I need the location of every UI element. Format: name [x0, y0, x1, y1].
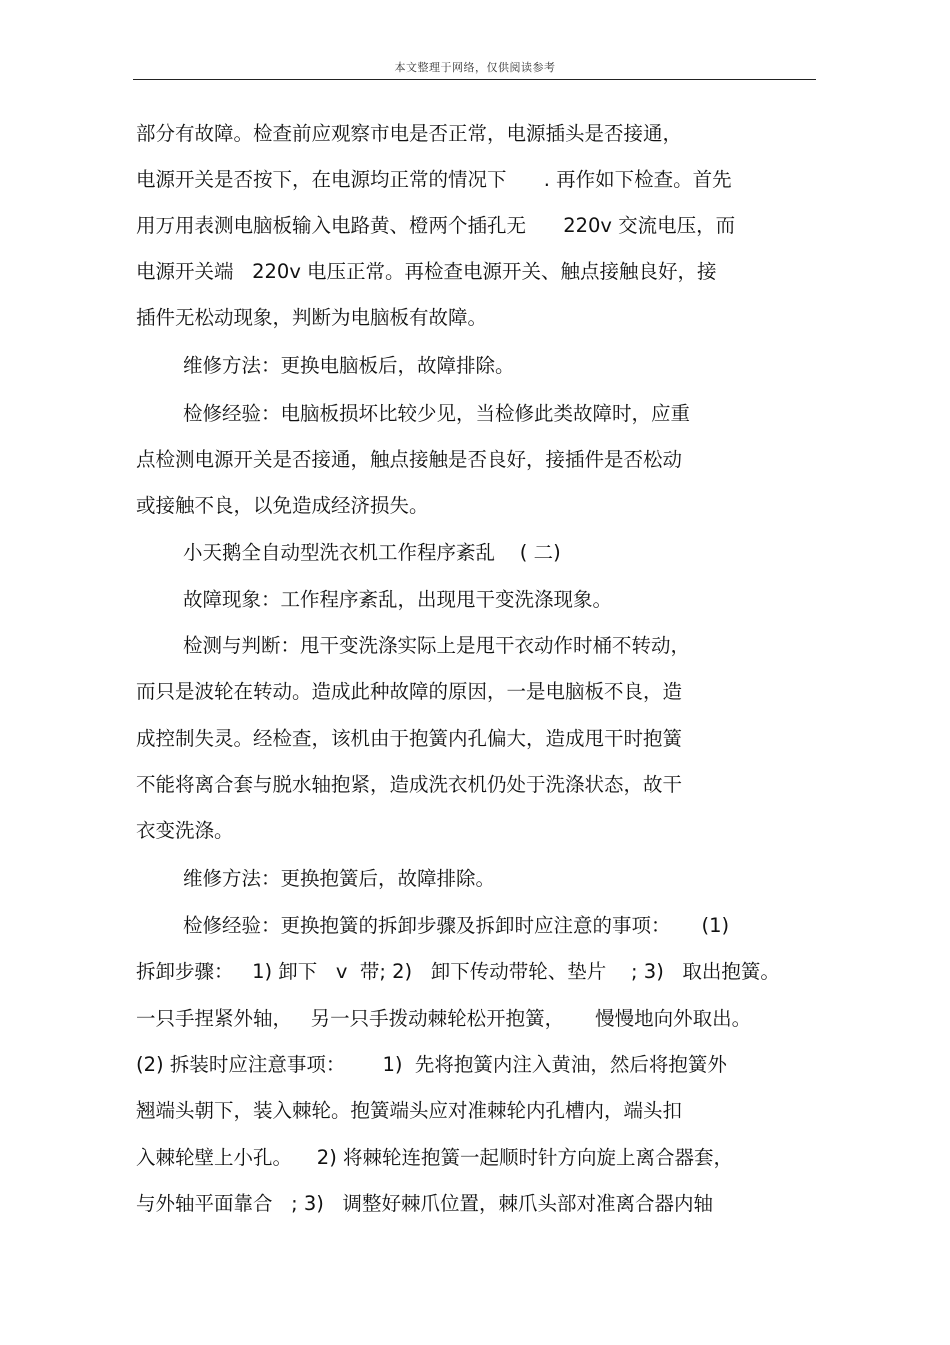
text-line: 衣变洗涤。 — [136, 819, 234, 842]
text-line: 拆卸步骤： 1) 卸下 v 带; 2) 卸下传动带轮、垫片 ; 3) 取出抱簧。 — [136, 960, 780, 983]
text-line: 成控制失灵。经检查，该机由于抱簧内孔偏大，造成甩干时抱簧 — [136, 727, 683, 750]
text-line: 一只手捏紧外轴， 另一只手拨动棘轮松开抱簧， 慢慢地向外取出。 — [136, 1007, 752, 1030]
text-line: 或接触不良，以免造成经济损失。 — [136, 494, 429, 517]
header-divider — [133, 79, 816, 80]
text-line: 电源开关端 220v 电压正常。再检查电源开关、触点接触良好，接 — [136, 260, 717, 283]
text-line: 插件无松动现象，判断为电脑板有故障。 — [136, 306, 488, 329]
text-line: 维修方法：更换抱簧后，故障排除。 — [183, 867, 496, 890]
text-line: 与外轴平面靠合 ; 3) 调整好棘爪位置，棘爪头部对准离合器内轴 — [136, 1192, 713, 1215]
text-line: 点检测电源开关是否接通，触点接触是否良好，接插件是否松动 — [136, 448, 683, 471]
text-line: 不能将离合套与脱水轴抱紧，造成洗衣机仍处于洗涤状态，故干 — [136, 773, 683, 796]
text-line: 部分有故障。检查前应观察市电是否正常，电源插头是否接通， — [136, 122, 683, 145]
text-line: 而只是波轮在转动。造成此种故障的原因，一是电脑板不良，造 — [136, 680, 683, 703]
text-line: 电源开关是否按下，在电源均正常的情况下 . 再作如下检查。首先 — [136, 168, 732, 191]
text-line: 检测与判断：甩干变洗涤实际上是甩干衣动作时桶不转动， — [183, 634, 691, 657]
text-line: 检修经验：更换抱簧的拆卸步骤及拆卸时应注意的事项： (1) — [183, 914, 730, 937]
text-line: 检修经验：电脑板损坏比较少见，当检修此类故障时，应重 — [183, 402, 691, 425]
text-line: 维修方法：更换电脑板后，故障排除。 — [183, 354, 515, 377]
text-line: 翘端头朝下，装入棘轮。抱簧端头应对准棘轮内孔槽内，端头扣 — [136, 1099, 683, 1122]
text-line: 用万用表测电脑板输入电路黄、橙两个插孔无 220v 交流电压，而 — [136, 214, 736, 237]
text-line: (2) 拆装时应注意事项： 1) 先将抱簧内注入黄油，然后将抱簧外 — [136, 1053, 727, 1076]
text-line: 故障现象：工作程序紊乱，出现甩干变洗涤现象。 — [183, 588, 613, 611]
text-line: 入棘轮壁上小孔。 2) 将棘轮连抱簧一起顺时针方向旋上离合器套， — [136, 1146, 734, 1169]
page-header: 本文整理于网络，仅供阅读参考 — [394, 61, 556, 74]
text-line: 小天鹅全自动型洗衣机工作程序紊乱 ( 二) — [183, 541, 561, 564]
